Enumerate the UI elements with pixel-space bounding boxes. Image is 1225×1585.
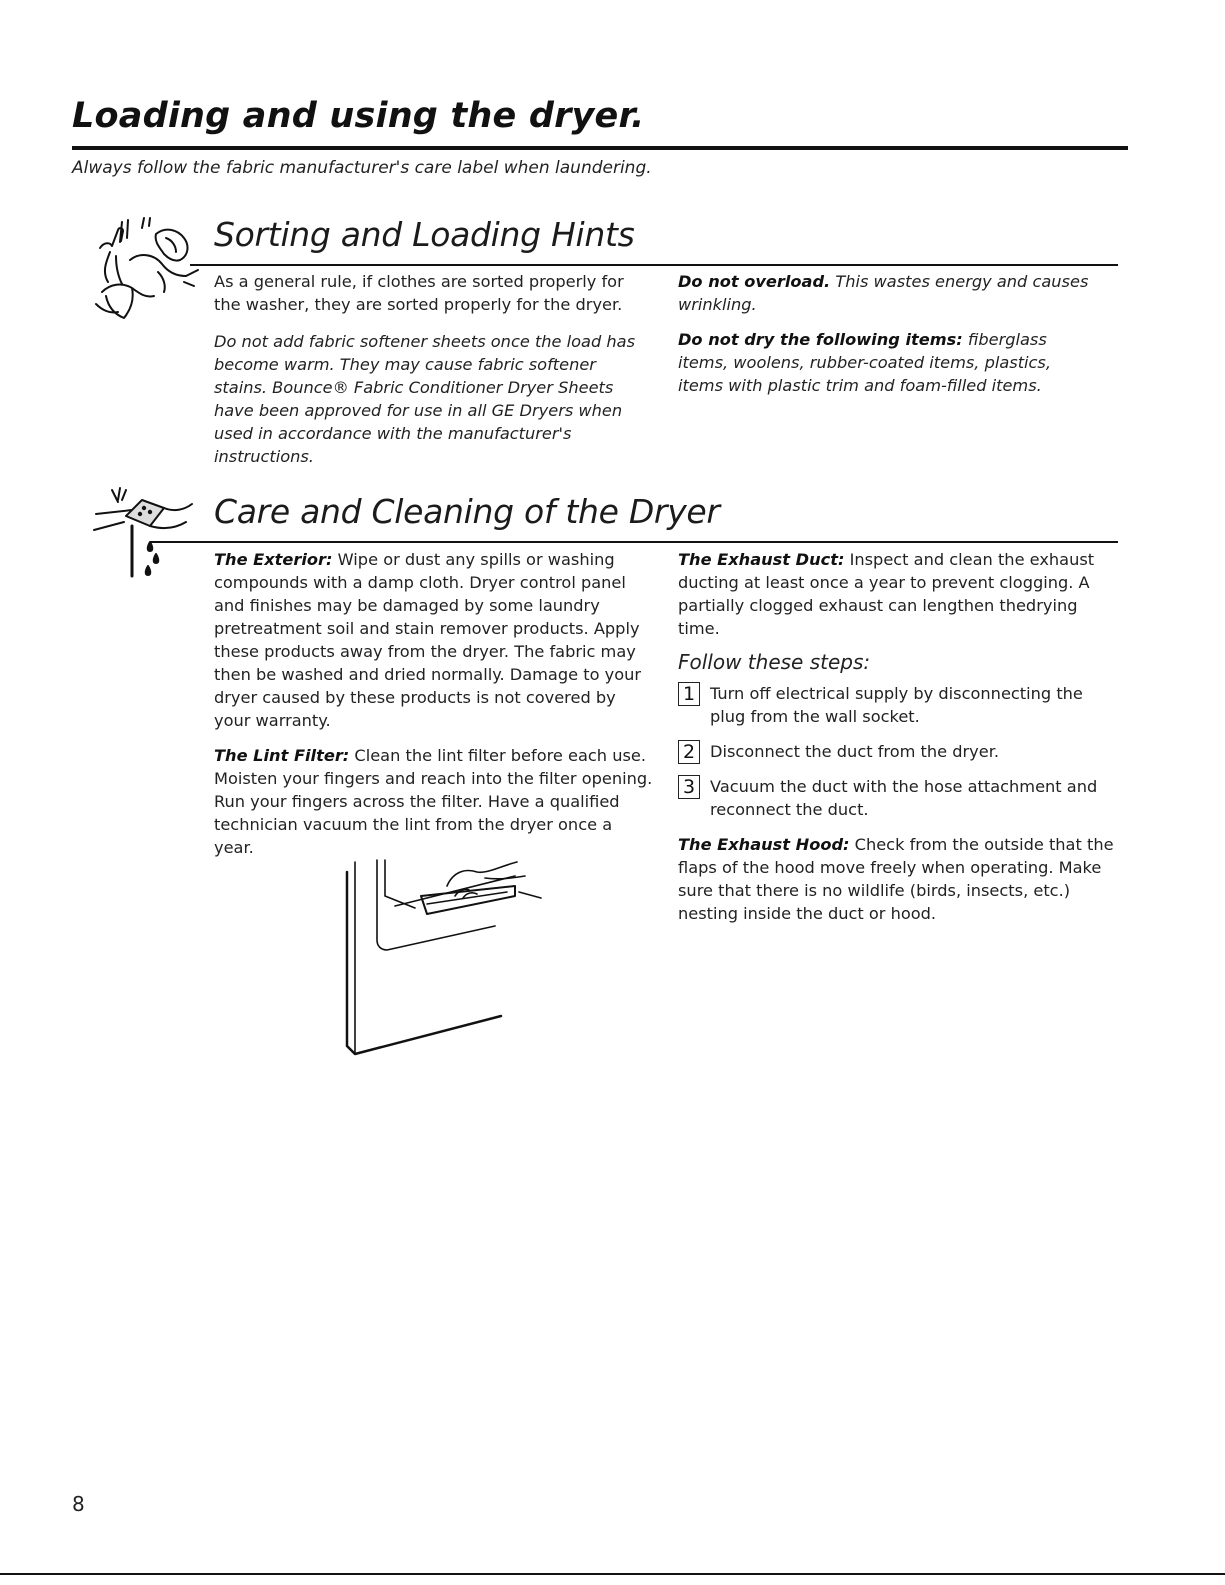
page-title: Loading and using the dryer. [72, 96, 645, 136]
overload-text: This wastes energy and causes wrinkling. [678, 272, 1089, 314]
exhaust-duct-text: Inspect and clean the exhaust ducting at least once a year to prevent clogging. A partially clogged exhaust can lengthen thedrying time. [678, 550, 1095, 638]
page-subtitle: Always follow the fabric manufacturer's care label when laundering. [72, 158, 652, 178]
lint-filter-text: Clean the lint filter before each use. Moisten your fingers and reach into the filter opening. Run your fingers across the filter. Have a qualified technician vacuum the lint from the dryer once a year. [214, 746, 653, 857]
exhaust-duct-lead: The Exhaust Duct: [678, 550, 845, 569]
exhaust-hood-lead: The Exhaust Hood: [678, 835, 850, 854]
lint-filter-illustration [335, 856, 550, 1061]
step-number-box: 1 [678, 682, 700, 706]
title-rule [72, 146, 1128, 150]
step-item [678, 682, 1118, 728]
clothes-pile-icon [86, 212, 206, 327]
exterior-paragraph [214, 548, 654, 732]
sorting-left-column [214, 270, 654, 468]
do-not-dry-note [678, 328, 1098, 397]
section-heading-care: Care and Cleaning of the Dryer [214, 492, 720, 531]
do-not-dry-lead: Do not dry the following items: [678, 330, 963, 349]
section-rule-sorting [190, 264, 1118, 266]
section-rule-care [150, 541, 1118, 543]
bottom-rule [0, 1573, 1225, 1575]
steps-list [678, 682, 1118, 821]
sponge-wipe-icon [92, 486, 197, 586]
exhaust-hood-paragraph [678, 833, 1118, 925]
care-left-column [214, 548, 654, 859]
lint-filter-paragraph [214, 744, 654, 859]
sorting-general-rule: As a general rule, if clothes are sorted properly for the washer, they are sorted properly for the dryer. [214, 272, 624, 314]
step-number-box: 3 [678, 775, 700, 799]
fabric-softener-note: Do not add fabric softener sheets once the load has become warm. They may cause fabric softener stains. Bounce® Fabric Conditioner Dryer Sheets have been approved for use in all GE Dryers when used in accordance with the manufacturer's instructions. [214, 332, 636, 466]
step-text: Disconnect the duct from the dryer. [710, 742, 1000, 761]
exterior-lead: The Exterior: [214, 550, 333, 569]
step-text: Vacuum the duct with the hose attachment and reconnect the duct. [710, 777, 1098, 819]
steps-title: Follow these steps: [678, 650, 871, 674]
step-item [678, 775, 1118, 821]
sorting-right-column [678, 270, 1098, 397]
do-not-dry-text: fiberglass items, woolens, rubber-coated items, plastics, items with plastic trim and foam-filled items. [678, 330, 1052, 395]
step-text: Turn off electrical supply by disconnecting the plug from the wall socket. [710, 684, 1083, 726]
overload-lead: Do not overload. [678, 272, 831, 291]
section-heading-sorting: Sorting and Loading Hints [214, 215, 635, 254]
overload-note [678, 270, 1098, 316]
step-item [678, 740, 1118, 763]
lint-filter-lead: The Lint Filter: [214, 746, 350, 765]
care-right-column [678, 548, 1118, 925]
step-number-box: 2 [678, 740, 700, 764]
exhaust-hood-text: Check from the outside that the flaps of the hood move freely when operating. Make sure that there is no wildlife (birds, insects, etc.) nesting inside the duct or hood. [678, 835, 1114, 923]
exhaust-duct-paragraph [678, 548, 1118, 640]
exterior-text: Wipe or dust any spills or washing compounds with a damp cloth. Dryer control panel and finishes may be damaged by some laundry pretreatment soil and stain remover products. Apply these products away from the dryer. The fabric may then be washed and dried normally. Damage to your dryer caused by these products is not covered by your warranty. [214, 550, 642, 730]
page-number: 8 [72, 1492, 85, 1516]
